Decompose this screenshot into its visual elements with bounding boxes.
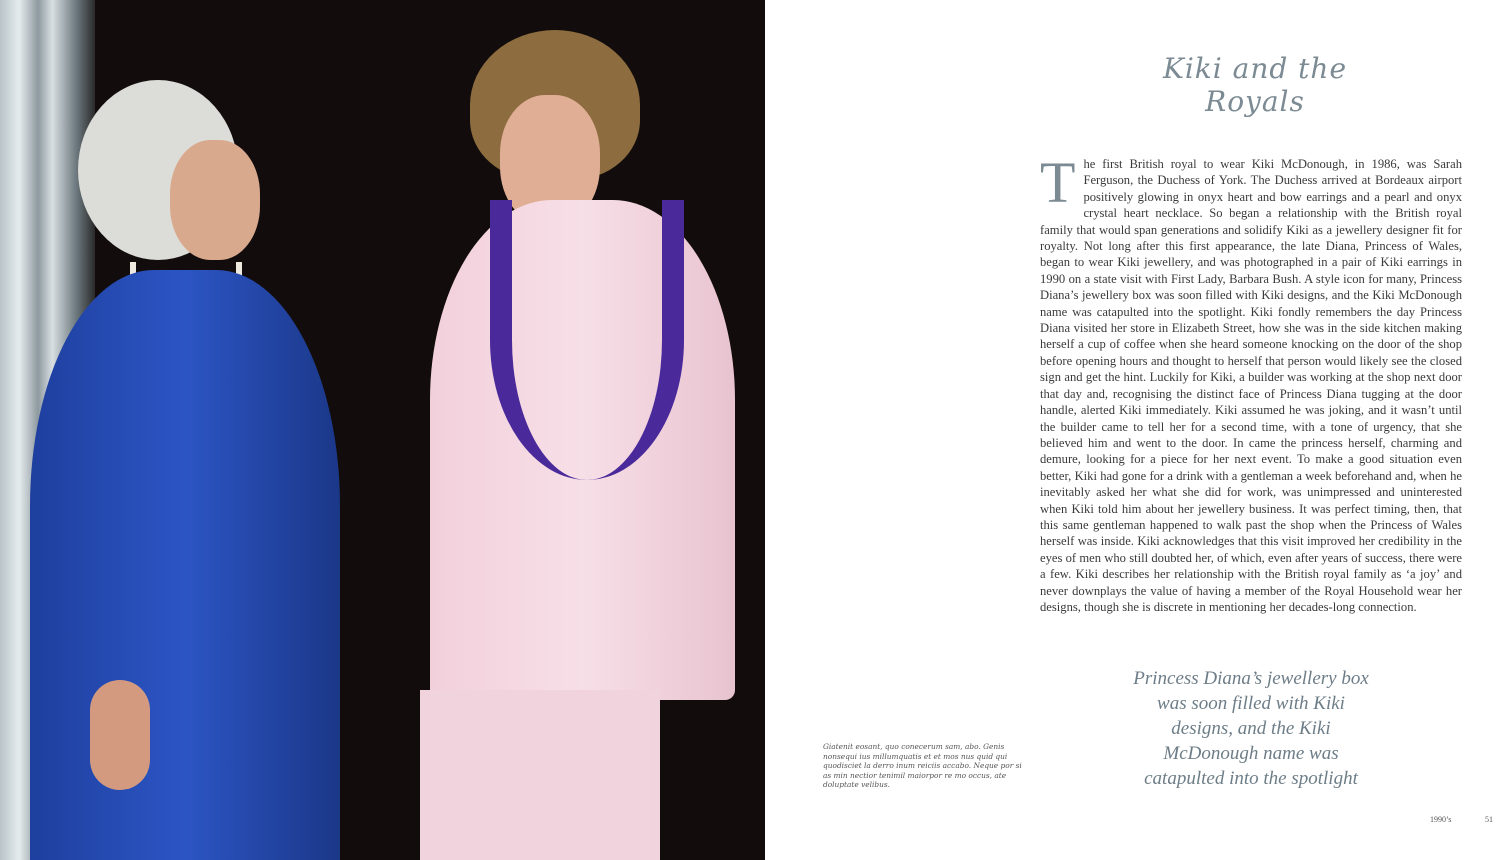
drop-cap: T	[1040, 150, 1076, 215]
chapter-title: Kiki and the Royals	[1162, 52, 1348, 118]
pull-quote: Princess Diana’s jewellery box was soon filled with Kiki designs, and the Kiki McDonough name was catapulted into the spotlight	[1133, 668, 1369, 789]
barbara-face	[170, 140, 260, 260]
body-text	[1040, 150, 1462, 615]
body-paragraph: he first British royal to wear Kiki McDonough, in 1986, was Sarah Ferguson, the Duchess of York. The Duchess arrived at Bordeaux airport positively glowing in onyx heart and bow earrings and a pearl and onyx crystal heart necklace. So began a relationship with the British royal family that would span generations and solidify Kiki as a jewellery designer fit for royalty. Not long after this first appearance, the late Diana, Princess of Wales, began to wear Kiki jewellery, and was photographed in a pair of Kiki earrings in 1990 on a state visit with First Lady, Barbara Bush. A style icon for many, Princess Diana’s jewellery box was soon filled with Kiki designs, and the Kiki McDonough name was catapulted into the spotlight. Kiki fondly remembers the day Princess Diana visited her store in Elizabeth Street, how she was in the side kitchen making herself a cup of coffee when she heard someone knocking on the door of the shop before opening hours and thought to herself that person would likely see the closed sign and get the hint. Luckily for Kiki, a builder was working at the shop next door that day and, recognising the distinct face of Princess Diana tugging at the door handle, alerted Kiki immediately. Kiki assumed he was joking, and it wasn’t until the builder came to tell her for a second time, with a tone of urgency, that she believed him and went to the door. In came the princess herself, charming and demure, looking for a piece for her next event. To make a good situation even better, Kiki had gone for a drink with a gentleman a week beforehand and, when he inevitably asked her what she did for work, was unimpressed and uninterested when Kiki told him about her jewellery business. It was perfect timing, then, that this same gentleman happened to walk past the shop when the Princess of Wales herself was inside. Kiki acknowledges that this visit improved her credibility in the eyes of men who still doubted her, of which, even after years of success, there were a few. Kiki describes her relationship with the British royal family as ‘a joy’ and never downplays the value of having a member of the Royal Household wear her designs, though she is discrete in mentioning her decades-long connection.	[1040, 157, 1462, 614]
running-footer: 1990’s	[1430, 815, 1452, 824]
barbara-blue-dress	[30, 270, 340, 860]
barbara-hand	[90, 680, 150, 790]
right-page	[765, 0, 1500, 860]
photo-caption: Giatenit eosant, quo conecerum sam, abo. Genis nonsequi ius millumquatis et et mos nus quid qui quodisciet la derro inum reiciis accabo. Neque por si as min nectior tenimil maiorpor re mo occus, ate doluptate velibus.	[823, 742, 1022, 790]
page-number: 51	[1485, 815, 1493, 824]
purple-lapel	[490, 200, 684, 480]
diana-skirt	[420, 690, 660, 860]
